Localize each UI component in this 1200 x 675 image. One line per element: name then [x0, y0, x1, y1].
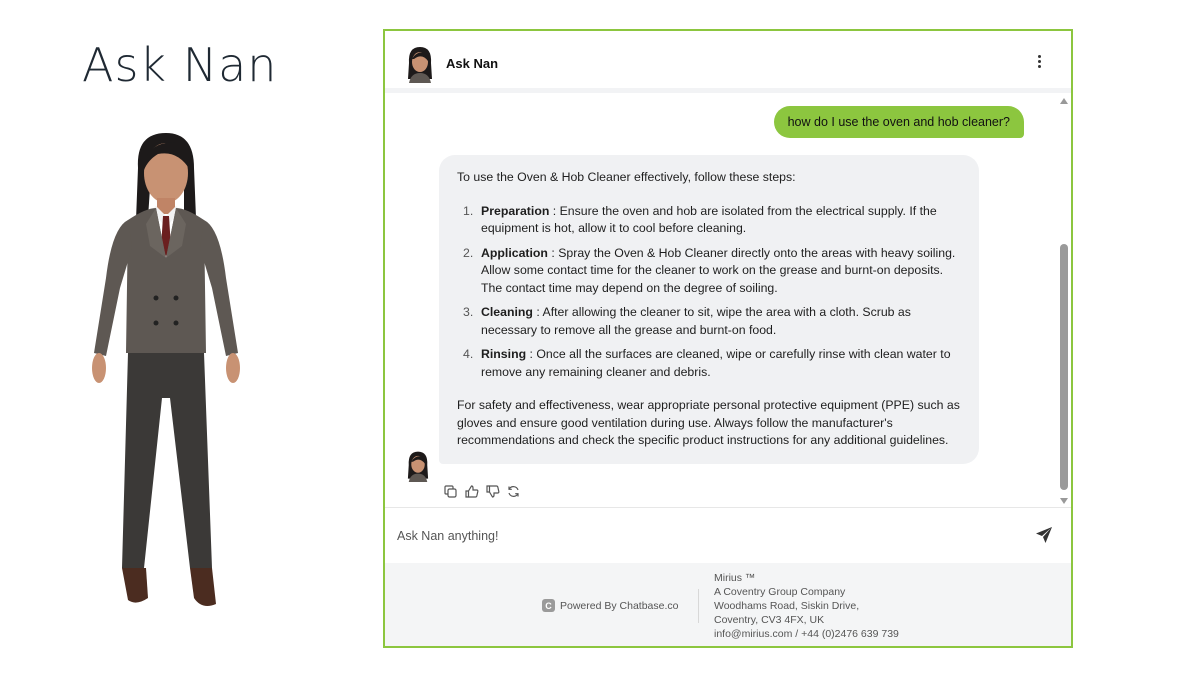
message-actions	[443, 484, 521, 500]
send-button[interactable]	[1035, 526, 1055, 546]
send-icon	[1035, 526, 1053, 544]
footer-divider	[698, 589, 699, 623]
steps-list	[457, 203, 961, 382]
step-number: 4.	[463, 347, 474, 361]
page-title: Ask Nan	[82, 38, 278, 92]
user-message: how do I use the oven and hob cleaner?	[774, 106, 1024, 138]
step-title: Application	[481, 245, 548, 260]
nan-avatar-figure	[66, 128, 266, 618]
avatar	[405, 450, 431, 482]
bot-intro-text: To use the Oven & Hob Cleaner effectively, follow these steps:	[457, 170, 796, 184]
step-title: Rinsing	[481, 347, 527, 361]
bot-outro-text: For safety and effectiveness, wear appropriate personal protective equipment (PPE) such as gloves and ensure good ventilation during use. Always follow the manufacturer's recommendations and check the specific product instructions for any additional guidelines.	[457, 398, 960, 447]
company-info	[714, 571, 899, 641]
kebab-dot	[1038, 60, 1041, 63]
company-contact: info@mirius.com / +44 (0)2476 639 739	[714, 628, 899, 640]
powered-by-text: Powered By Chatbase.co	[560, 599, 679, 612]
list-item	[457, 245, 961, 298]
powered-by-link[interactable]	[542, 599, 678, 612]
list-item	[457, 346, 961, 381]
refresh-icon[interactable]	[506, 484, 521, 499]
input-bar	[385, 507, 1071, 563]
chatbase-logo-icon: C	[542, 599, 555, 612]
step-text: : After allowing the cleaner to sit, wipe the area with a cloth. Scrub as necessary to remove all the grease and burnt-on food.	[481, 305, 911, 337]
chat-window	[383, 29, 1073, 648]
bot-message	[439, 155, 979, 464]
message-list[interactable]	[385, 98, 1055, 504]
step-number: 2.	[463, 245, 474, 260]
copy-icon[interactable]	[443, 484, 458, 499]
step-number: 1.	[463, 203, 474, 218]
company-line: Woodhams Road, Siskin Drive,	[714, 600, 860, 612]
thumbs-up-icon[interactable]	[464, 484, 479, 499]
chat-header	[385, 31, 1071, 93]
step-text: : Once all the surfaces are cleaned, wipe or carefully rinse with clean water to remove any remaining cleaner and debris.	[481, 347, 951, 379]
scrollbar[interactable]	[1057, 98, 1071, 504]
step-text: : Spray the Oven & Hob Cleaner directly onto the areas with heavy soiling. Allow some contact time for the cleaner to work on the grease and burnt-on deposits. The contact time may depend on the degree of soiling.	[481, 245, 956, 295]
company-line: Mirius ™	[714, 572, 756, 584]
avatar	[405, 45, 435, 83]
kebab-menu-icon	[1038, 55, 1041, 58]
step-title: Cleaning	[481, 305, 533, 319]
scroll-up-arrow-icon[interactable]	[1060, 98, 1068, 104]
scrollbar-thumb[interactable]	[1060, 244, 1068, 490]
step-number: 3.	[463, 305, 474, 319]
step-text: : Ensure the oven and hob are isolated from the electrical supply. If the equipment is hot, allow it to cool before cleaning.	[481, 203, 937, 235]
thumbs-down-icon[interactable]	[485, 484, 500, 499]
kebab-dot	[1038, 65, 1041, 68]
chat-title: Ask Nan	[446, 56, 499, 71]
more-menu-button[interactable]	[1031, 53, 1047, 75]
list-item	[457, 304, 961, 339]
footer	[385, 563, 1071, 648]
message-input[interactable]	[397, 518, 1017, 554]
list-item	[457, 203, 961, 238]
step-title: Preparation	[481, 203, 550, 218]
scroll-down-arrow-icon[interactable]	[1060, 498, 1068, 504]
company-line: Coventry, CV3 4FX, UK	[714, 614, 825, 626]
company-line: A Coventry Group Company	[714, 586, 846, 598]
